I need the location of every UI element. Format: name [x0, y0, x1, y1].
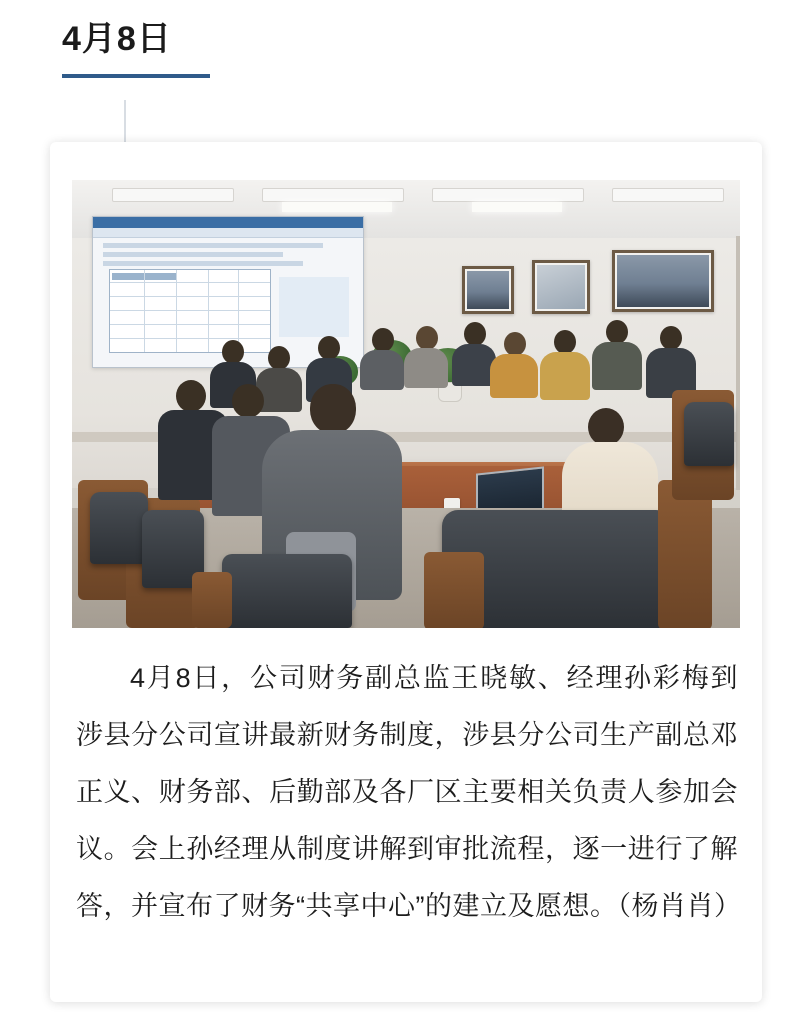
ceiling-panel: [262, 188, 404, 202]
person-head: [372, 328, 394, 352]
screen-table: [109, 269, 271, 353]
screen-line: [103, 261, 303, 266]
screen-table-col: [176, 270, 177, 352]
person-head: [660, 326, 682, 350]
screen-side-panel: [279, 277, 349, 337]
date-heading-block: [62, 16, 212, 78]
person-head: [318, 336, 340, 360]
screen-line: [103, 252, 283, 257]
person-head: [504, 332, 526, 356]
foreground-chair-arm: [658, 480, 712, 628]
article-paragraph: 4月8日，公司财务副总监王晓敏、经理孙彩梅到涉县分公司宣讲最新财务制度，涉县分公司生产副总邓正义、财务部、后勤部及各厂区主要相关负责人参加会议。会上孙经理从制度讲解到审批流程，逐一进行了解答，并宣布了财务“共享中心”的建立及愿想。（杨肖肖）: [76, 663, 742, 921]
article-card: [50, 142, 762, 1002]
wall-group-photo-frame: [612, 250, 714, 312]
timeline-connector: [124, 100, 126, 146]
screen-table-row: [110, 310, 270, 311]
person-head: [222, 340, 244, 364]
screen-table-row: [110, 296, 270, 297]
screen-table-col: [208, 270, 209, 352]
person-head: [588, 408, 624, 446]
chair-seat: [90, 492, 148, 564]
wall-frame: [462, 266, 514, 314]
screen-titlebar: [93, 217, 363, 228]
person-body: [592, 342, 642, 390]
meeting-room-photo: [72, 180, 740, 628]
chair-arm: [192, 572, 232, 628]
page-title: 4月8日: [62, 20, 172, 58]
screen-toolbar: [93, 228, 363, 238]
screen-line: [103, 243, 323, 248]
ceiling-panel: [112, 188, 234, 202]
person-body: [404, 348, 448, 388]
person-head: [310, 384, 356, 434]
person-head: [232, 384, 264, 418]
person-body: [540, 352, 590, 400]
chair-seat: [684, 402, 734, 466]
ceiling-light: [472, 202, 562, 212]
ceiling-light: [282, 202, 392, 212]
screen-table-col: [238, 270, 239, 352]
wall-frame: [532, 260, 590, 314]
foreground-chair-arm: [424, 552, 484, 628]
screen-table-row: [110, 282, 270, 283]
title-underline: [62, 74, 210, 78]
person-body: [360, 350, 404, 390]
ceiling-panel: [432, 188, 584, 202]
screen-table-row: [110, 338, 270, 339]
person-head: [416, 326, 438, 350]
person-head: [606, 320, 628, 344]
person-head: [554, 330, 576, 354]
photo-canvas: [72, 180, 740, 628]
screen-table-col: [144, 270, 145, 352]
chair-seat: [222, 554, 352, 628]
screen-table-row: [110, 324, 270, 325]
ceiling-panel: [612, 188, 724, 202]
wall-edge: [736, 236, 740, 490]
person-head: [268, 346, 290, 370]
person-head: [464, 322, 486, 346]
person-body: [490, 354, 538, 398]
person-head: [176, 380, 206, 412]
